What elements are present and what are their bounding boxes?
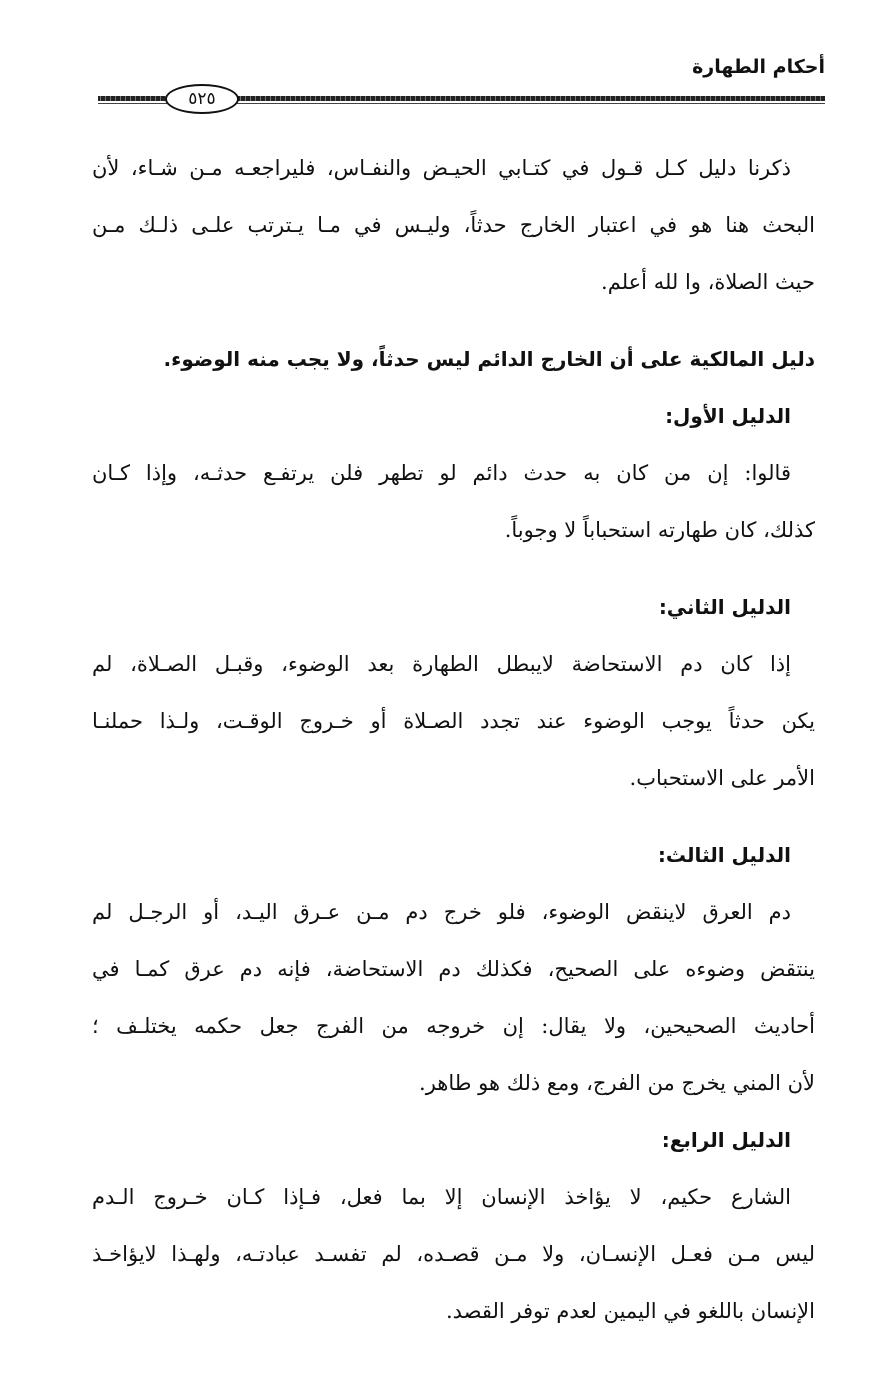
evidence-title-3: الدليل الثالث: (657, 843, 791, 867)
evidence-title-1: الدليل الأول: (665, 404, 791, 428)
page-body (92, 140, 815, 1340)
text-line: حيث الصلاة، وا لله أعلم. (601, 270, 815, 294)
text-line: أحاديث الصحيحين، ولا يقال: إن خروجه من الفرج جعل حكمه يختلـف ؛ (92, 1014, 815, 1038)
text-line: إذا كان دم الاستحاضة لايبطل الطهارة بعد الوضوء، وقبـل الصـلاة، لم (92, 652, 791, 676)
text-line: ينتقض وضوءه على الصحيح، فكذلك دم الاستحاضة، فإنه دم عرق كمـا في (92, 957, 815, 981)
text-line: قالوا: إن من كان به حدث دائم لو تطهر فلن يرتفـع حدثـه، وإذا كـان (92, 461, 791, 485)
page-number: ٥٢٥ (165, 84, 239, 114)
evidence-title-4: الدليل الرابع: (661, 1128, 791, 1152)
text-line: البحث هنا هو في اعتبار الخارج حدثاً، وليـس في مـا يـترتب علـى ذلـك مـن (92, 213, 815, 237)
text-line: الشارع حكيم، لا يؤاخذ الإنسان إلا بما فعل، فـإذا كـان خـروج الـدم (92, 1185, 791, 1209)
text-line: الأمر على الاستحباب. (629, 766, 815, 790)
text-line: ليس مـن فعـل الإنسـان، ولا مـن قصـده، لم تفسـد عبادتـه، ولهـذا لايؤاخـذ (92, 1242, 815, 1266)
evidence-title-2: الدليل الثاني: (658, 595, 791, 619)
section-heading: دليل المالكية على أن الخارج الدائم ليس حدثاً، ولا يجب منه الوضوء. (163, 347, 815, 371)
text-line: الإنسان باللغو في اليمين لعدم توفر القصد. (445, 1299, 815, 1323)
text-line: كذلك، كان طهارته استحباباً لا وجوباً. (504, 518, 815, 542)
text-line: يكن حدثاً يوجب الوضوء عند تجدد الصـلاة أو خـروج الوقـت، ولـذا حملنـا (92, 709, 815, 733)
text-line: دم العرق لاينقض الوضوء، فلو خرج دم مـن عـرق اليـد، أو الرجـل لم (92, 900, 791, 924)
text-line: ذكرنا دليل كـل قـول في كتـابي الحيـض والنفـاس، فليراجعـه مـن شـاء، لأن (92, 156, 791, 180)
text-line: لأن المني يخرج من الفرج، ومع ذلك هو طاهر. (419, 1071, 815, 1095)
running-header-title: أحكام الطهارة (692, 56, 825, 78)
